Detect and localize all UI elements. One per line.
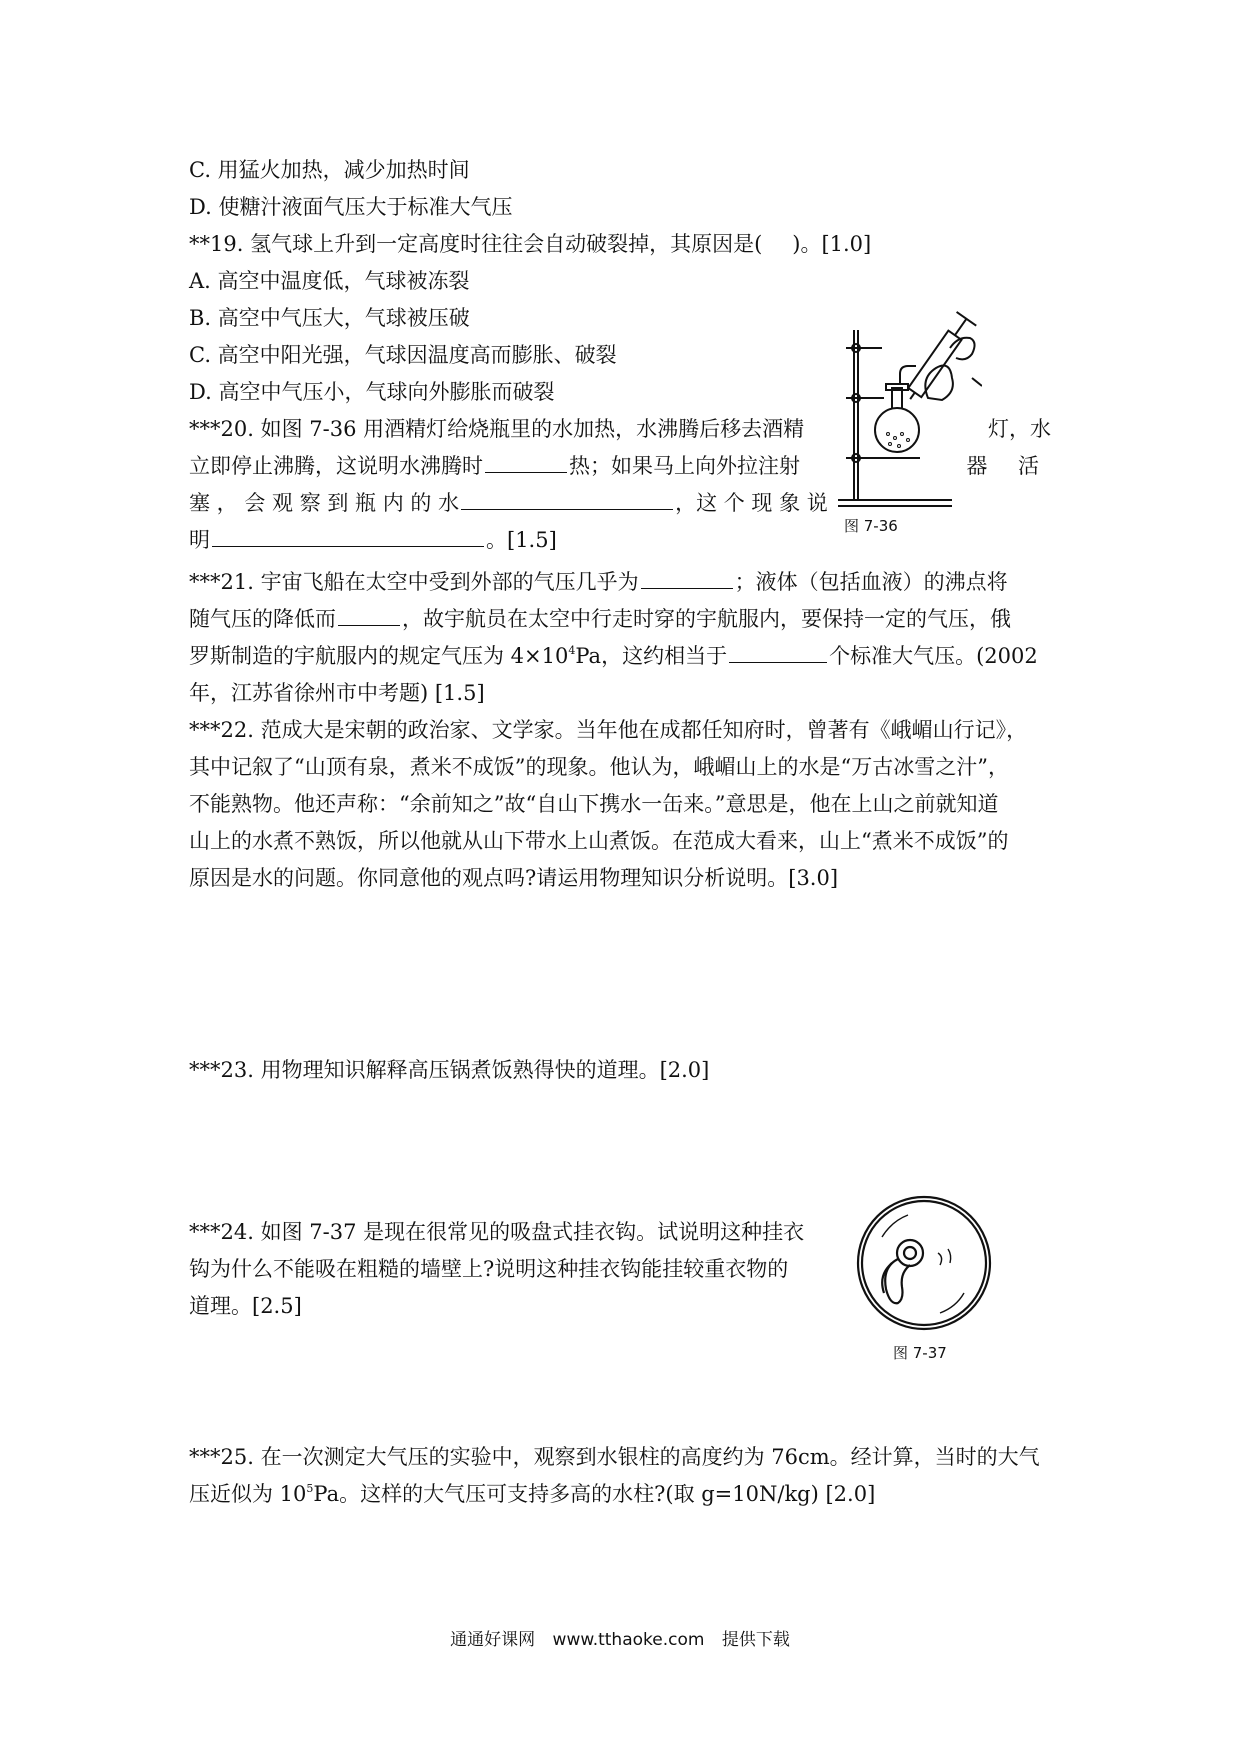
question-21-line1 — [189, 564, 1051, 601]
question-19-stem-end: )。[1.0] — [792, 232, 872, 256]
question-22-line2: 其中记叙了“山顶有泉，煮米不成饭”的现象。他认为，峨嵋山上的水是“万古冰雪之汁”， — [189, 755, 1009, 779]
question-25-line2-text: 压近似为 10 — [189, 1482, 307, 1506]
question-20-line4 — [189, 522, 1051, 559]
question-19-option-a: A. 高空中温度低，气球被冻裂 — [189, 269, 470, 293]
footer-site-name: 通通好课网 — [450, 1630, 536, 1650]
exponent: 4 — [568, 644, 576, 657]
question-21-line3 — [189, 638, 1051, 675]
figure-7-36-caption: 图 7-36 — [844, 517, 898, 535]
suction-hook-figure — [852, 1193, 996, 1333]
question-24-line1: ***24. 如图 7-37 是现在很常见的吸盘式挂衣钩。试说明这种挂衣 — [189, 1220, 805, 1244]
question-21-line3-text: 罗斯制造的宇航服内的规定气压为 4×10 — [189, 644, 569, 668]
question-22-line5: 原因是水的问题。你同意他的观点吗?请运用物理知识分析说明。[3.0] — [189, 866, 839, 890]
question-22-line1: ***22. 范成大是宋朝的政治家、文学家。当年他在成都任知府时，曾著有《峨嵋山行记》， — [189, 718, 1028, 742]
question-20-line4-text: 明 — [189, 528, 210, 552]
question-21-line2-text: 随气压的降低而 — [189, 607, 336, 631]
question-19-option-d: D. 高空中气压小，气球向外膨胀而破裂 — [189, 380, 555, 404]
question-20-line1-text: ***20. 如图 7-36 用酒精灯给烧瓶里的水加热，水沸腾后移去酒精 — [189, 417, 805, 441]
question-20-line2-text-b: 热；如果马上向外拉注射 — [569, 454, 800, 478]
question-22-line4: 山上的水煮不熟饭，所以他就从山下带水上山煮饭。在范成大看来，山上“煮米不成饭”的 — [189, 829, 1009, 853]
question-22-line3: 不能熟物。他还声称：“余前知之”故“自山下携水一缶来。”意思是，他在上山之前就知道 — [189, 792, 999, 816]
footer-url[interactable]: www.tthaoke.com — [552, 1630, 705, 1650]
answer-blank[interactable] — [461, 508, 673, 510]
question-21-line1-end: ；液体（包括血液）的沸点将 — [734, 570, 1008, 594]
footer-note: 提供下载 — [721, 1630, 790, 1650]
answer-blank[interactable] — [485, 471, 567, 473]
question-21-line1-text: ***21. 宇宙飞船在太空中受到外部的气压几乎为 — [189, 570, 639, 594]
question-19-stem — [189, 226, 1051, 263]
option-c-prev: C. 用猛火加热，减少加热时间 — [189, 158, 470, 182]
question-20-line3-end: ，这 个 现 象 说 — [675, 491, 828, 515]
question-23-line1: ***23. 用物理知识解释高压锅煮饭熟得快的道理。[2.0] — [189, 1058, 710, 1082]
option-d-prev: D. 使糖汁液面气压大于标准大气压 — [189, 195, 513, 219]
question-20-line2-end: 器 活 — [966, 454, 1051, 478]
question-19-option-b: B. 高空中气压大，气球被压破 — [189, 306, 470, 330]
question-24-line3: 道理。[2.5] — [189, 1294, 302, 1318]
question-20-line2-text: 立即停止沸腾，这说明水沸腾时 — [189, 454, 483, 478]
answer-blank[interactable] — [212, 545, 484, 547]
question-21-line3-end: 个标准大气压。(2002 — [829, 644, 1038, 668]
question-21-line2 — [189, 601, 1051, 638]
question-21-line4: 年，江苏省徐州市中考题) [1.5] — [189, 681, 485, 705]
question-19-option-c: C. 高空中阳光强，气球因温度高而膨胀、破裂 — [189, 343, 617, 367]
flask-syringe-figure — [832, 308, 982, 508]
answer-blank[interactable] — [641, 587, 733, 589]
question-25-line2 — [189, 1476, 1051, 1513]
exponent: 5 — [306, 1482, 314, 1495]
question-20-line1-end: 灯，水 — [988, 417, 1051, 441]
question-21-line2-end: ，故宇航员在太空中行走时穿的宇航服内，要保持一定的气压，俄 — [402, 607, 1011, 631]
question-24-line2: 钩为什么不能吸在粗糙的墙壁上?说明这种挂衣钩能挂较重衣物的 — [189, 1257, 789, 1281]
answer-blank[interactable] — [338, 624, 400, 626]
answer-blank[interactable] — [729, 661, 827, 663]
question-19-stem-text: **19. 氢气球上升到一定高度时往往会自动破裂掉，其原因是( — [189, 232, 763, 256]
question-20-line3-text: 塞 ， 会 观 察 到 瓶 内 的 水 — [189, 491, 460, 515]
figure-7-37-caption: 图 7-37 — [893, 1344, 947, 1362]
question-25-line2-end: Pa。这样的大气压可支持多高的水柱?(取 g=10N/kg) [2.0] — [313, 1482, 876, 1506]
question-20-line4-end: 。[1.5] — [486, 528, 557, 552]
page-footer — [0, 1625, 1240, 1650]
question-21-line3-text-b: Pa，这约相当于 — [575, 644, 728, 668]
question-25-line1: ***25. 在一次测定大气压的实验中，观察到水银柱的高度约为 76cm。经计算，当时的大气 — [189, 1445, 1040, 1469]
